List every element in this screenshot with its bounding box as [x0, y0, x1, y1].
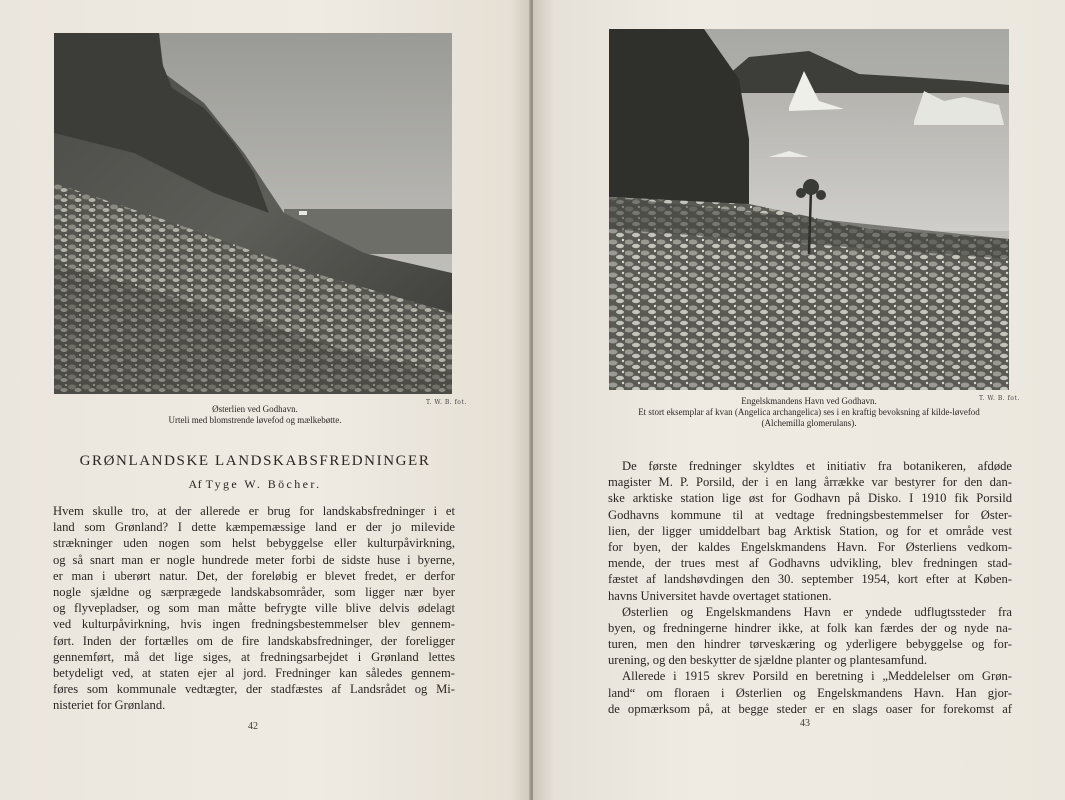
body-line: magister M. P. Porsild, der i en lang årrække var bestyrer for den dan- — [608, 475, 1012, 490]
right-photo-image — [609, 29, 1009, 390]
body-line: er man i uberørt natur. Det, der foreløbig er blevet fredet, er derfor — [53, 568, 455, 583]
body-line: mende, der trues mest af Godhavns udvikling, blev fredningen stad- — [608, 556, 1012, 571]
body-line: turen, men den hindrer tørveskæring og yderligere bebyggelse og for- — [608, 637, 1012, 652]
byline-author: Tyge W. Böcher. — [205, 477, 322, 491]
body-line: land“ om floraen i Østerlien og Engelskmandens Havn. Han gjor- — [608, 685, 1012, 700]
body-line: Godhavns kommune til at vedtage fredningsbestemmelser for Øster- — [608, 507, 1012, 522]
body-line: lien, der ligger umiddelbart bag Arktisk Station, og for et område vest — [608, 523, 1012, 538]
body-line: Østerlien og Engelskmandens Havn er yndede udflugtssteder fra — [622, 604, 1012, 619]
body-line: urening, og den beskytter de sjældne planter og plantesamfund. — [608, 653, 927, 668]
left-page-number: 42 — [248, 721, 258, 732]
left-photo-credit: T. W. B. fot. — [426, 399, 467, 406]
right-photo-credit: T. W. B. fot. — [979, 395, 1020, 402]
article-title: GRØNLANDSKE LANDSKABSFREDNINGER — [79, 453, 431, 469]
body-line: for byen, der kaldes Engelskmandens Havn. For Østerliens vedkom- — [608, 539, 1012, 554]
caption-line: Engelskmandens Havn ved Godhavn. — [741, 396, 877, 406]
left-photo-image — [54, 33, 452, 394]
body-line: ved kulturpåvirkning, hvis ingen fredningsbestemmelser blev gennem- — [53, 617, 455, 632]
left-body-text — [53, 503, 455, 713]
body-line: De første fredninger skyldtes et initiativ fra botanikeren, afdøde — [622, 459, 1012, 473]
body-line: Allerede i 1915 skrev Porsild en beretning i „Meddelelser om Grøn- — [622, 669, 1012, 684]
body-line: de opmærksom på, at begge steder er en slags oaser for forekomst af — [608, 701, 1012, 716]
body-line: nogle sjældne og særprægede landskabsområder, som ligger nær byer — [53, 584, 455, 599]
caption-line: Østerlien ved Godhavn. — [212, 404, 298, 414]
body-line: fæstet af landshøvdingen den 30. september 1954, kort efter at Køben- — [608, 572, 1012, 587]
body-line: strækninger uden nogen som helst bebyggelse eller kulturpåvirkning, — [53, 536, 455, 551]
body-line: og flyvepladser, og som man måtte befrygte ville blive delvis ødelagt — [53, 601, 455, 616]
body-line: ske arktiske station lige øst for Godhavn på Disko. I 1910 fik Porsild — [608, 491, 1012, 506]
right-page — [533, 0, 1065, 800]
left-photo-osterlien — [54, 33, 452, 394]
article-byline — [60, 477, 450, 492]
body-line: føres som kommunale vedtægter, der stadfæstes af Landsrådet og Mi- — [53, 682, 455, 697]
right-body-text — [608, 458, 1012, 717]
body-line: og så snart man er nogle hundrede meter forbi de sidste huse i byerne, — [53, 552, 455, 567]
body-line: nisteriet for Grønland. — [53, 698, 166, 713]
body-line: gennemført, må det lige siges, at fredningsarbejdet i Grønland lettes — [53, 649, 455, 664]
body-line: havns Universitet havde overtaget stationen. — [608, 588, 832, 603]
body-line: land som Grønland? I dette kæmpemæssige land er der jo milevide — [53, 520, 455, 535]
left-photo-caption — [80, 404, 430, 426]
body-line: Hvem skulle tro, at der allerede er brug for landskabsfredninger i et — [53, 504, 455, 518]
body-line: ført. Inden der fortælles om de fire landskabsfredninger, der foreligger — [53, 633, 455, 648]
byline-prefix: Af — [188, 477, 203, 491]
right-page-number: 43 — [800, 718, 810, 729]
left-page — [0, 0, 531, 800]
body-line: betydeligt ved, at staten ejer al jord. Fredninger kan således gennem- — [53, 665, 455, 680]
right-photo-engelskmandens-havn — [609, 29, 1009, 390]
body-line: byen, og fredningerne hindrer ikke, at folk kan færdes der og nyde na- — [608, 620, 1012, 635]
caption-line: (Alchemilla glomerulans). — [761, 418, 857, 428]
right-photo-caption — [599, 396, 1019, 429]
caption-line: Urteli med blomstrende løvefod og mælkebøtte. — [168, 415, 342, 425]
caption-line: Et stort eksemplar af kvan (Angelica archangelica) ses i en kraftig bevoksning af kilde-løvefod — [638, 407, 980, 417]
